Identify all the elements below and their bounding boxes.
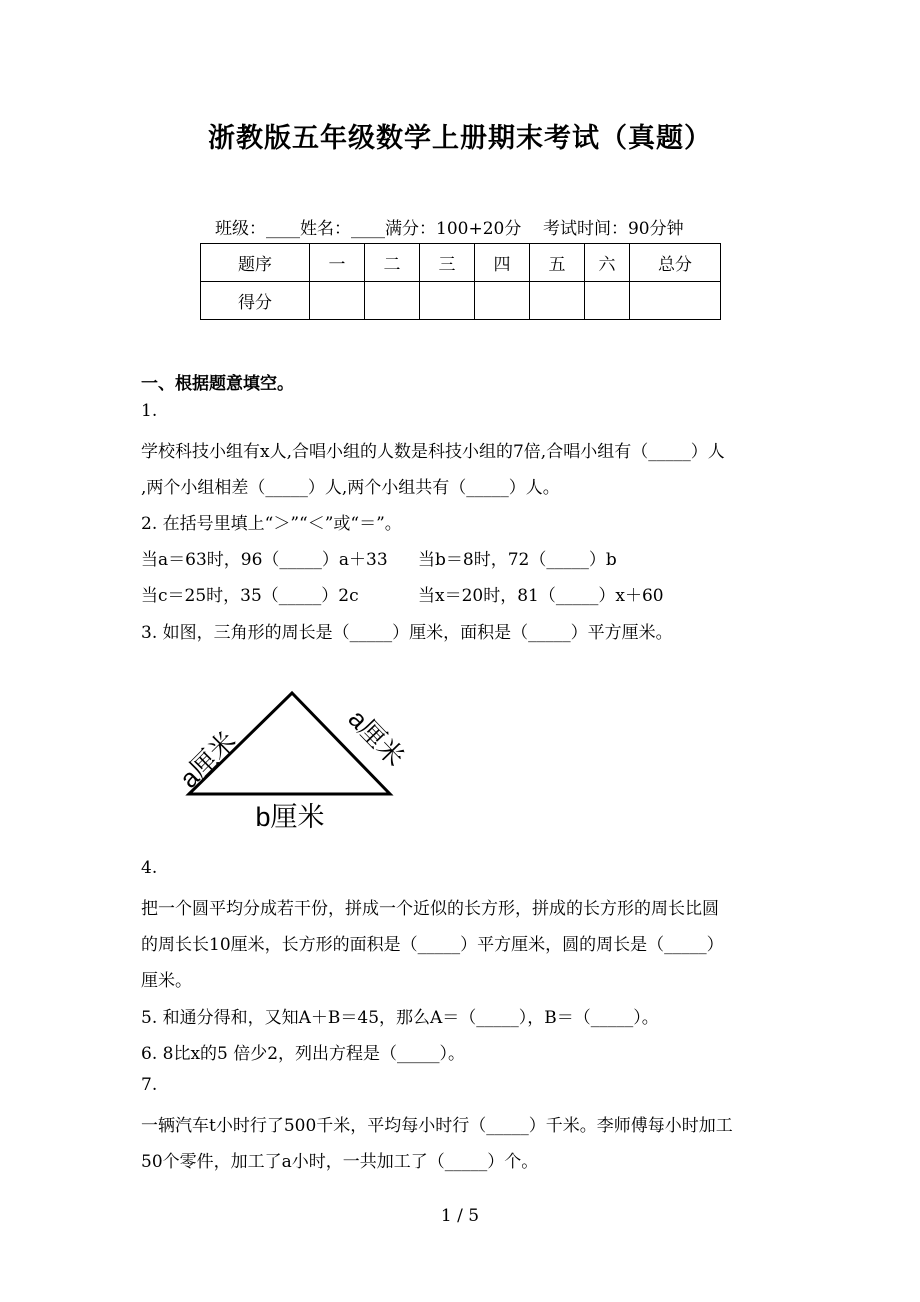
- score-table: [200, 243, 721, 320]
- exam-info-line: 班级：____姓名：____满分：100+20分 考试时间：90分钟: [215, 219, 684, 239]
- score-header-cell: 五: [530, 244, 585, 282]
- question-7-number: 7.: [141, 1075, 158, 1095]
- score-header-cell: 六: [585, 244, 630, 282]
- score-header-cell: 三: [420, 244, 475, 282]
- score-table-score-row: [201, 282, 721, 320]
- score-cell: [585, 282, 630, 320]
- score-header-cell: 总分: [630, 244, 721, 282]
- question-1-line-1: 学校科技小组有x人,合唱小组的人数是科技小组的7倍,合唱小组有（_____）人: [141, 442, 725, 462]
- score-header-cell: 题序: [201, 244, 310, 282]
- question-2: 2. 在括号里填上“＞”“＜”或“＝”。: [141, 514, 402, 534]
- triangle-figure: [170, 680, 430, 840]
- score-cell: [530, 282, 585, 320]
- question-2-item-b: 当b＝8时，72（_____）b: [418, 550, 617, 570]
- question-2-item-d: 当x＝20时，81（_____）x＋60: [418, 586, 664, 606]
- score-cell: [310, 282, 365, 320]
- question-3: 3. 如图，三角形的周长是（_____）厘米，面积是（_____）平方厘米。: [141, 623, 673, 643]
- score-cell: [420, 282, 475, 320]
- score-table-header-row: [201, 244, 721, 282]
- question-5: 5. 和通分得和，又知A＋B＝45，那么A＝（_____），B＝（_____）。: [141, 1008, 659, 1028]
- question-6: 6. 8比x的5 倍少2，列出方程是（_____）。: [141, 1044, 466, 1064]
- question-4-line-1: 把一个圆平均分成若干份，拼成一个近似的长方形，拼成的长方形的周长比圆: [141, 899, 719, 919]
- triangle-right-side-label: a厘米: [342, 703, 411, 773]
- triangle-base-label: b厘米: [255, 802, 325, 832]
- question-7-line-2: 50个零件，加工了a小时，一共加工了（_____）个。: [141, 1152, 539, 1172]
- score-cell: [630, 282, 721, 320]
- score-cell: [365, 282, 420, 320]
- question-1-line-2: ,两个小组相差（_____）人,两个小组共有（_____）人。: [141, 478, 560, 498]
- question-4-number: 4.: [141, 858, 158, 878]
- score-header-cell: 四: [475, 244, 530, 282]
- question-2-item-c: 当c＝25时，35（_____）2c: [141, 586, 359, 606]
- triangle-left-side-label: a厘米: [173, 725, 242, 794]
- score-header-cell: 二: [365, 244, 420, 282]
- question-4-line-3: 厘米。: [141, 971, 192, 991]
- section-heading: 一、根据题意填空。: [141, 374, 294, 394]
- page-title: 浙教版五年级数学上册期末考试（真题）: [208, 123, 712, 154]
- score-row-label: 得分: [201, 282, 310, 320]
- question-7-line-1: 一辆汽车t小时行了500千米，平均每小时行（_____）千米。李师傅每小时加工: [141, 1116, 733, 1136]
- question-2-item-a: 当a＝63时，96（_____）a＋33: [141, 550, 388, 570]
- score-header-cell: 一: [310, 244, 365, 282]
- page-number: 1 / 5: [440, 1206, 480, 1226]
- question-1-number: 1.: [141, 401, 158, 421]
- question-4-line-2: 的周长长10厘米，长方形的面积是（_____）平方厘米，圆的周长是（_____）: [141, 935, 724, 955]
- score-cell: [475, 282, 530, 320]
